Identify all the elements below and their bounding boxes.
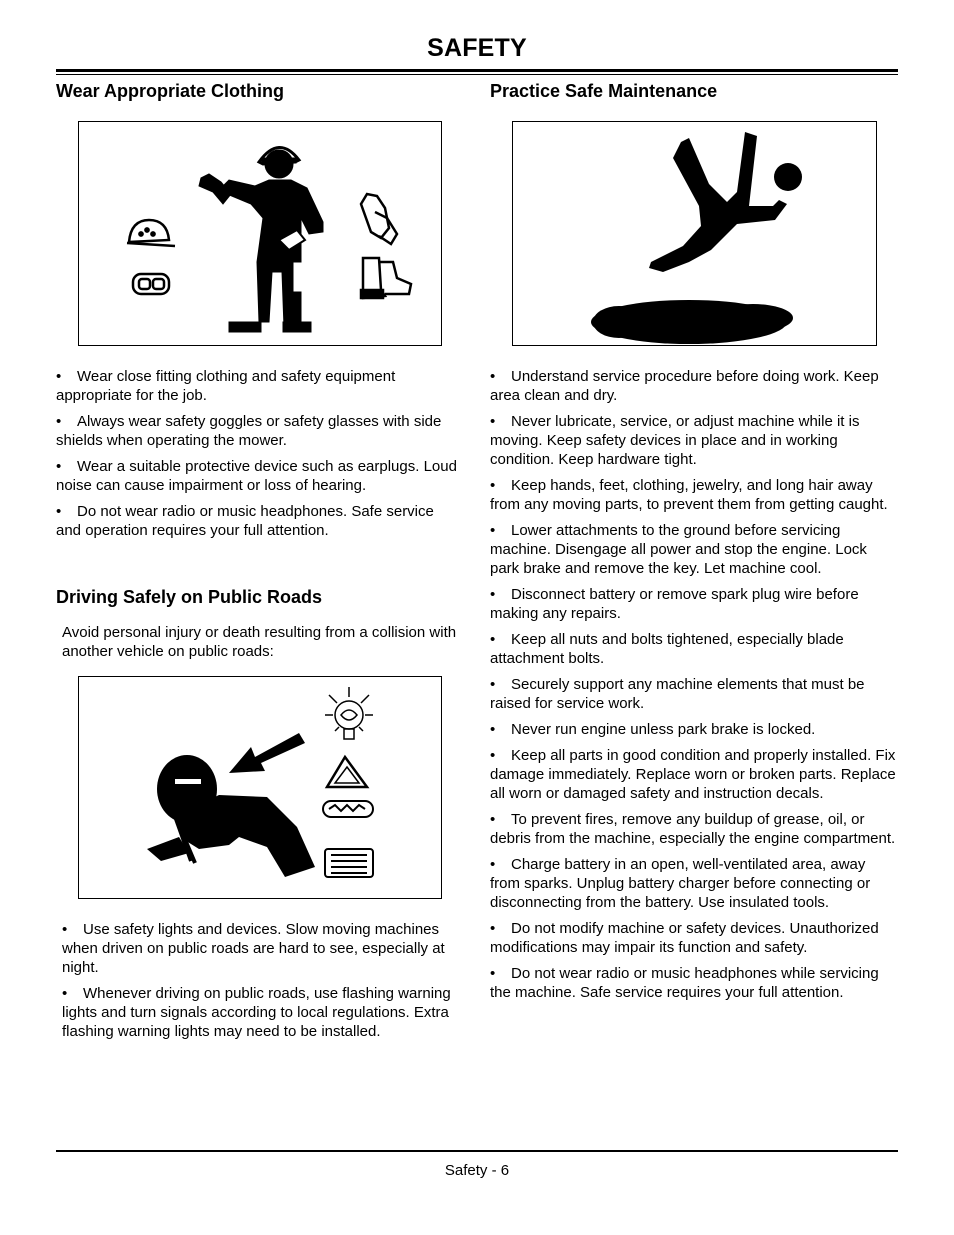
clothing-bullet-list [56,367,460,540]
puddle-icon [591,300,793,344]
gloves-icon [361,194,397,244]
roads-intro: Avoid personal injury or death resulting from a collision with another vehicle on public roads: [62,624,457,660]
reflective-strip-icon [323,801,373,817]
title-rule-thin [56,74,898,75]
page-title: SAFETY [427,34,527,62]
list-item: • Lower attachments to the ground before servicing machine. Disengage all power and stop the engine. Lock park brake and remove the key. Let machine cool. [490,522,867,577]
list-item: • To prevent fires, remove any buildup of grease, oil, or debris from the machine, especially the engine compartment. [490,811,896,847]
left-column [56,80,460,1048]
list-item: • Keep hands, feet, clothing, jewelry, and long hair away from any moving parts, to prevent them from getting caught. [490,477,888,513]
list-item: • Do not modify machine or safety devices. Unauthorized modifications may impair its function and safety. [490,920,879,956]
arrow-icon [229,733,305,773]
footer-rule [56,1150,898,1152]
maintenance-heading: Practice Safe Maintenance [490,81,718,101]
crouching-person-figure [147,755,315,877]
list-item: • Never lubricate, service, or adjust machine while it is moving. Keep safety devices in place and in working condition. Keep hardware tight. [490,413,860,468]
hard-hat-icon [127,220,175,246]
falling-person-figure [649,132,802,272]
goggles-icon [133,274,169,294]
list-item: • Wear a suitable protective device such as earplugs. Loud noise can cause impairment or loss of hearing. [56,458,457,494]
list-item: • Keep all nuts and bolts tightened, especially blade attachment bolts. [490,631,844,667]
list-item: • Use safety lights and devices. Slow moving machines when driven on public roads are hard to see, especially at night. [62,921,445,976]
right-column [490,80,898,1009]
list-item: • Disconnect battery or remove spark plug wire before making any repairs. [490,586,859,622]
list-item: • Securely support any machine elements that must be raised for service work. [490,676,865,712]
clothing-heading: Wear Appropriate Clothing [56,81,285,101]
worker-figure [199,147,323,332]
list-item: • Do not wear radio or music headphones. Safe service and operation requires your full attention. [56,503,434,539]
list-item: • Wear close fitting clothing and safety equipment appropriate for the job. [56,368,396,404]
protective-clothing-illustration [78,121,442,346]
list-item: • Understand service procedure before doing work. Keep area clean and dry. [490,368,879,404]
list-item: • Keep all parts in good condition and properly installed. Fix damage immediately. Replace worn or broken parts. Replace all worn or damaged safety and instruction decals. [490,747,896,802]
roads-heading: Driving Safely on Public Roads [56,587,323,607]
slow-moving-vehicle-emblem-icon [327,757,367,787]
list-item: • Whenever driving on public roads, use flashing warning lights and turn signals according to local regulations. Extra flashing warning lights may need to be installed. [62,985,451,1040]
tail-light-icon [325,849,373,877]
maintenance-bullet-list [490,367,898,1002]
list-item: • Do not wear radio or music headphones while servicing the machine. Safe service requires your full attention. [490,965,879,1001]
page-number: Safety - 6 [444,1162,510,1179]
title-rule-thick [56,69,898,72]
flashing-beacon-icon [325,687,373,739]
list-item: • Charge battery in an open, well-ventilated area, away from sparks. Unplug battery charger before connecting or disconnecting from the battery. Use insulated tools. [490,856,871,911]
road-safety-illustration [78,676,442,899]
slip-hazard-illustration [512,121,877,346]
boots-icon [361,258,411,298]
list-item: • Never run engine unless park brake is locked. [490,721,816,738]
list-item: • Always wear safety goggles or safety glasses with side shields when operating the mower. [56,413,442,449]
roads-bullet-list [62,920,460,1041]
